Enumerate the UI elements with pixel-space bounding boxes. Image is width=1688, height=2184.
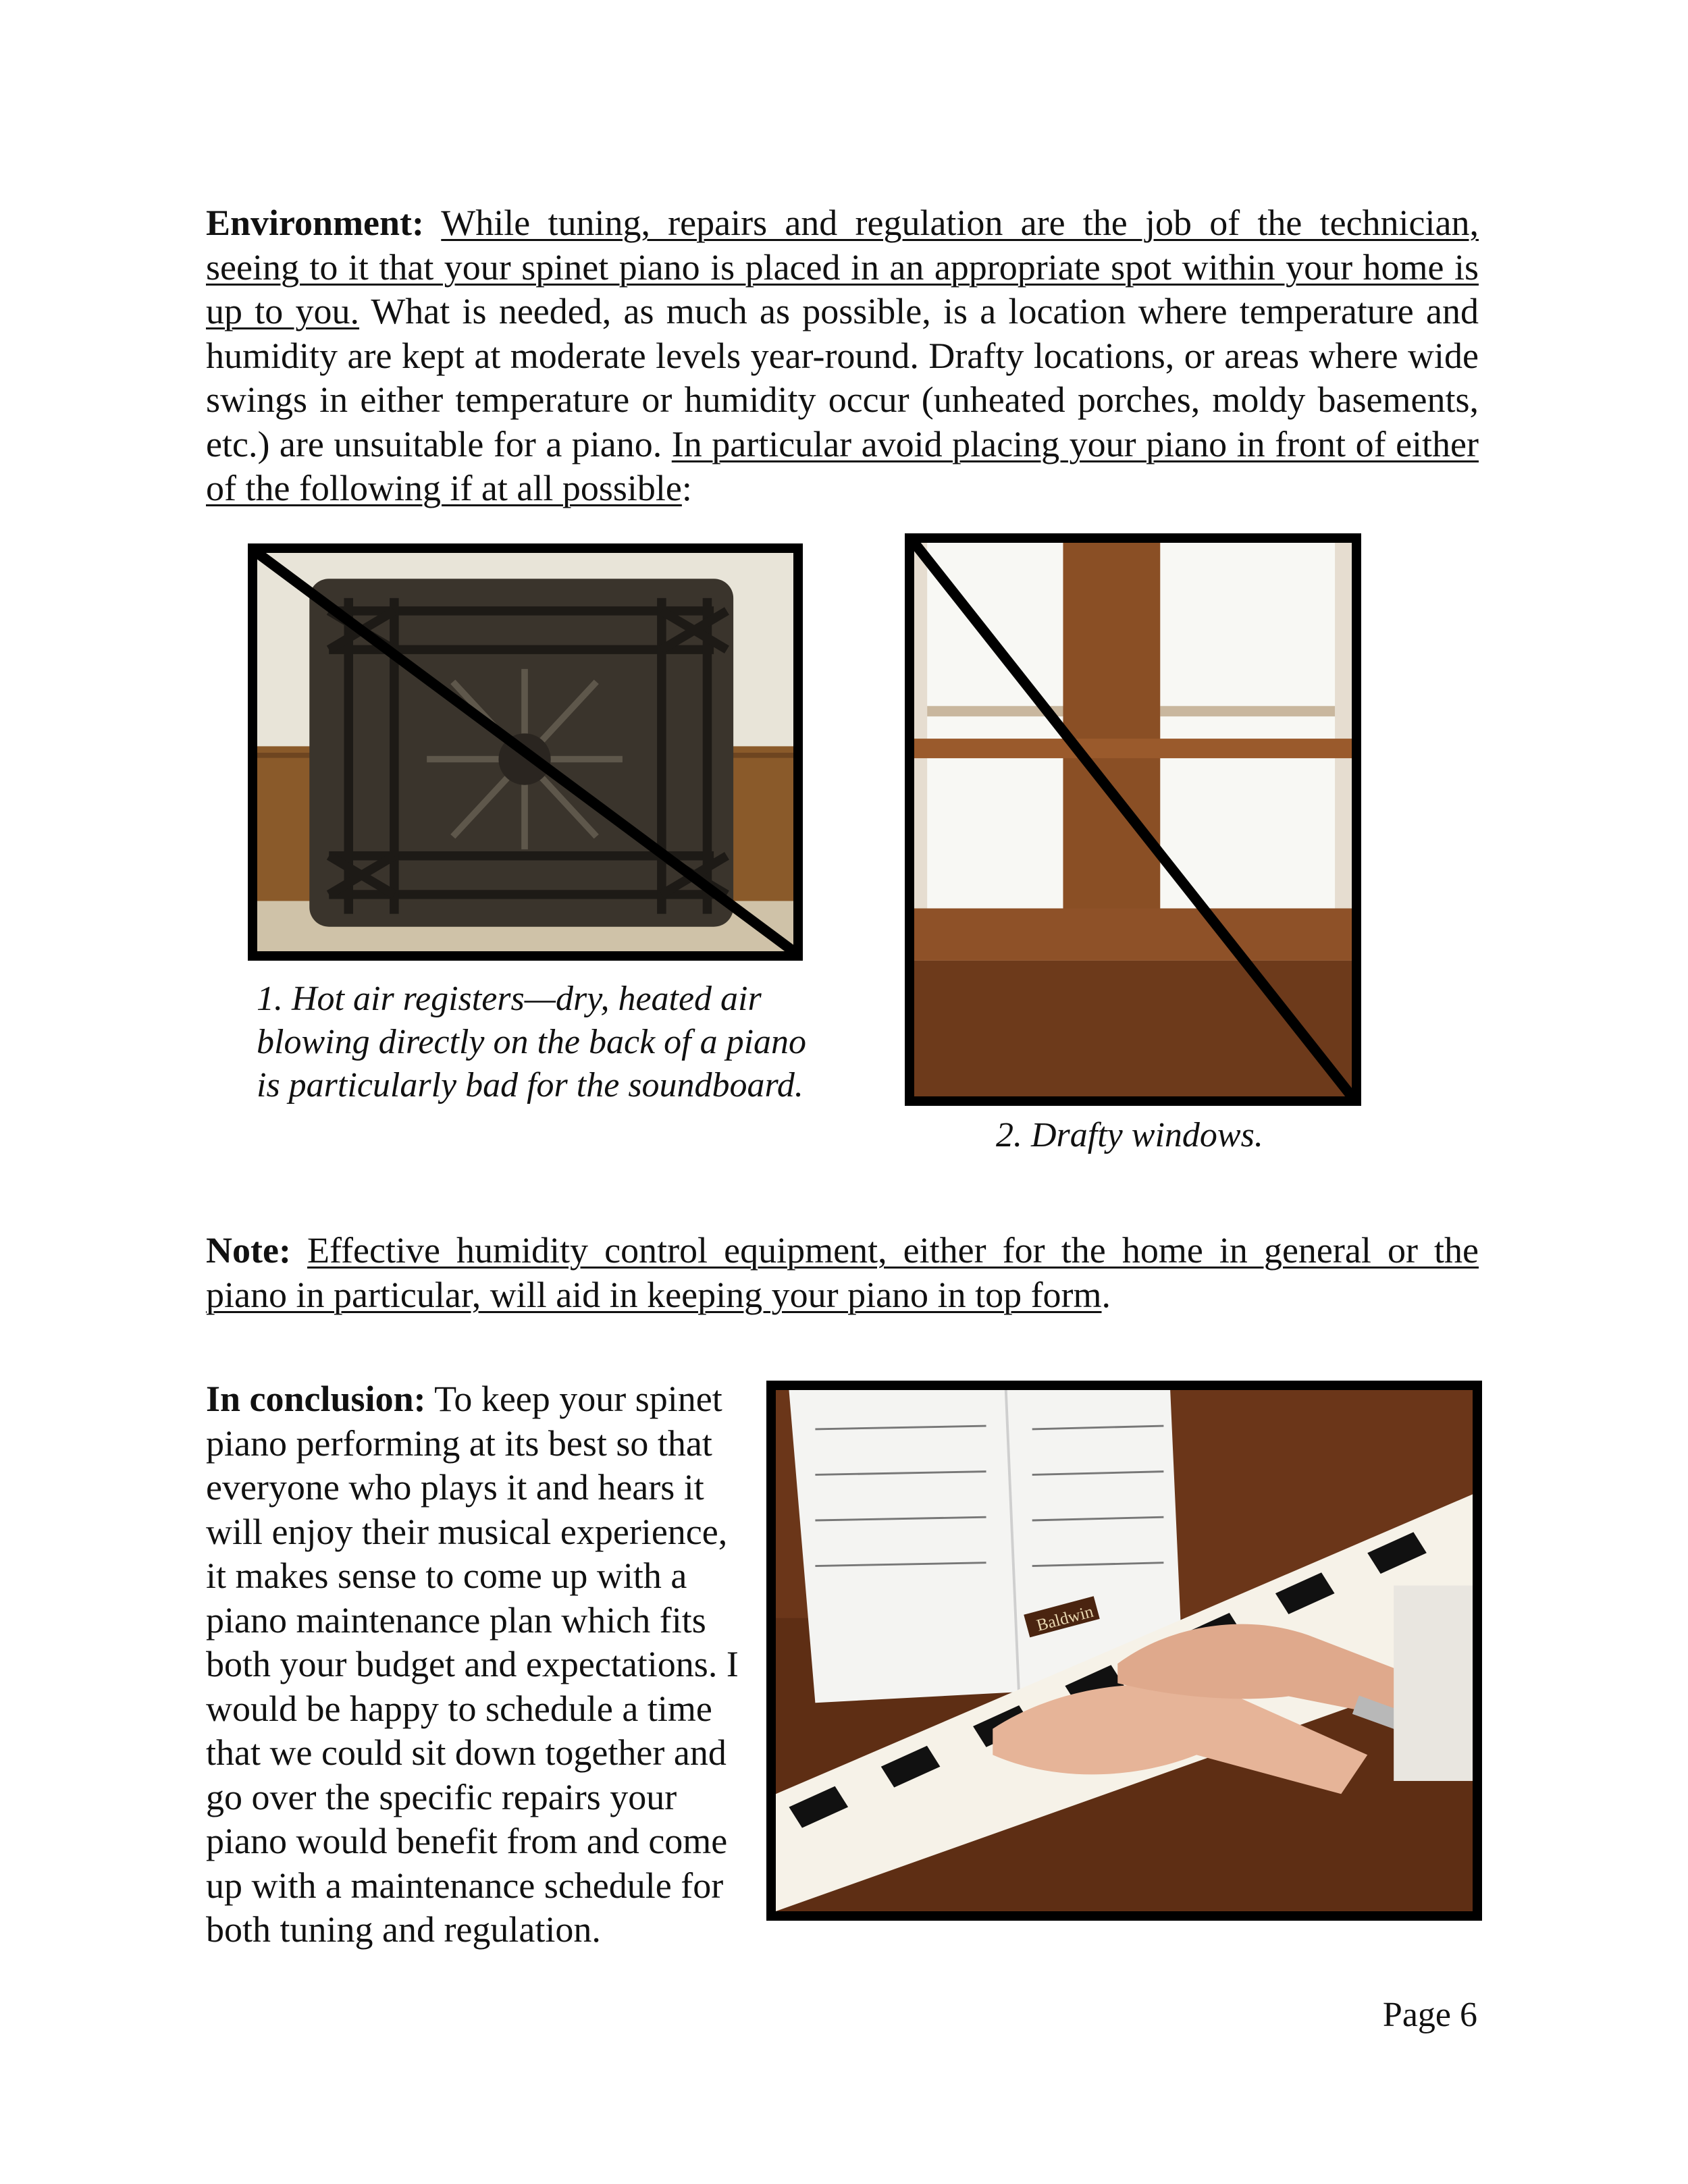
environment-warning-text: In particular avoid placing your piano in front of either of the following if at all possible (206, 423, 1479, 508)
environment-paragraph (206, 201, 1479, 511)
conclusion-heading: In conclusion: (206, 1379, 426, 1419)
drafty-window-image (914, 543, 1352, 1096)
conclusion-body-text: To keep your spinet piano performing at its best so that everyone who plays it and hears it will enjoy their musical experience, it makes sense to come up with a piano maintenance plan which fits both your budget and expectations. I would be happy to schedule a time that we could sit down together and go over the specific repairs your piano would benefit from and come up with a maintenance schedule for both tuning and regulation. (206, 1379, 739, 1950)
note-underlined-text: Effective humidity control equipment, either for the home in general or the piano in particular, will aid in keeping your piano in top form (206, 1230, 1479, 1315)
note-paragraph (206, 1229, 1479, 1317)
environment-body-text: What is needed, as much as possible, is a location where temperature and humidity are kept at moderate levels year-round. Drafty locations, or areas where wide swings in either temperature or humidity occur (unheated porches, moldy basements, etc.) are unsuitable for a piano. (206, 291, 1479, 464)
environment-tail: : (681, 468, 692, 508)
hot-air-register-image (257, 553, 793, 951)
note-tail: . (1101, 1274, 1111, 1315)
drafty-window-photo (905, 533, 1361, 1106)
conclusion-paragraph (206, 1377, 749, 1952)
hot-air-register-photo (248, 543, 803, 961)
page-number: Page 6 (1382, 1996, 1477, 2034)
note-heading: Note: (206, 1230, 291, 1271)
environment-underlined-text: While tuning, repairs and regulation are the job of the technician, seeing to it that your spinet piano is placed in an appropriate spot within your home is up to you. (206, 203, 1479, 331)
piano-brand-label: Baldwin (1034, 1602, 1096, 1635)
window-caption: 2. Drafty windows. (996, 1116, 1263, 1154)
piano-playing-photo (766, 1381, 1482, 1921)
register-caption: 1. Hot air registers—dry, heated air blowing directly on the back of a piano is particularly bad for the soundboard. (257, 980, 807, 1104)
environment-heading: Environment: (206, 203, 425, 243)
piano-playing-image (776, 1390, 1473, 1911)
